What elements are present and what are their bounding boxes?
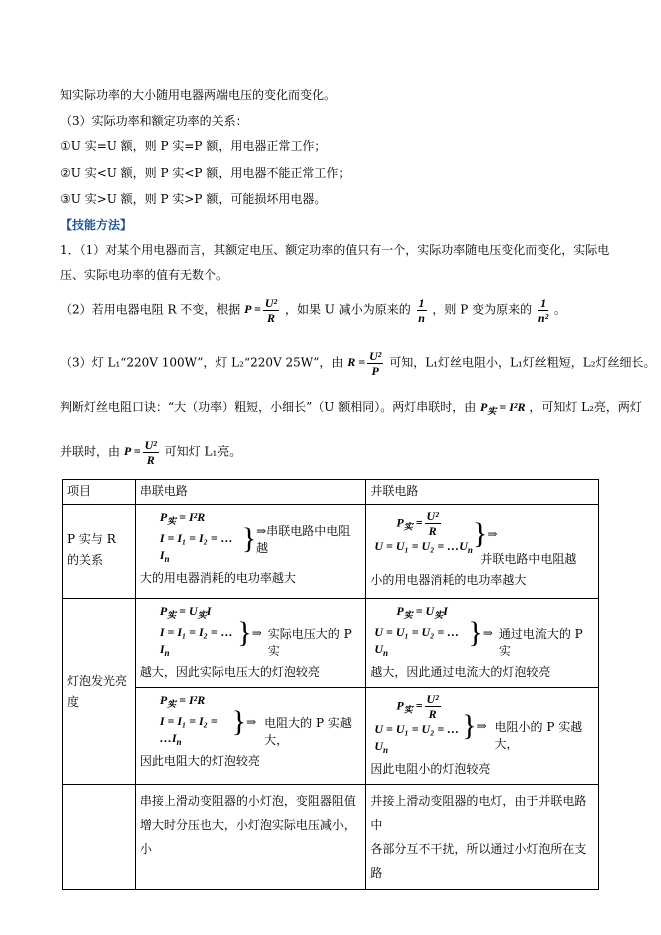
cell-parallel-power	[366, 505, 599, 599]
section-heading: 【技能方法】	[60, 218, 133, 232]
cell-parallel-resistance	[366, 688, 599, 785]
brace-icon: }	[241, 521, 257, 555]
relation-3	[60, 190, 326, 207]
relation-result: 用电器正常工作；	[230, 139, 327, 153]
series-formula-block: $P_实 = I^2R$ $I = I_1 = I_2 = \dots I_n$	[159, 693, 218, 747]
p2-text-c: ，则 P 变为原来的	[432, 302, 533, 317]
table-header-row	[63, 480, 599, 505]
cell-series-power	[135, 505, 366, 599]
cell-parallel-rheostat	[366, 785, 599, 890]
brace-icon: }	[472, 517, 488, 550]
formula-r-u2-p: R = $\frac{\text{U²}}{P}$	[347, 349, 382, 378]
cell-series-rheostat	[135, 785, 366, 890]
relation-num: ②	[60, 166, 71, 180]
header-parallel: 并联电路	[366, 480, 599, 505]
parallel-text: ⇒	[487, 527, 498, 541]
relation-result: 用电器不能正常工作；	[230, 166, 351, 180]
series-formula-block: $P_实 = U_实I$ $I = I_1 = I_2 = \dots I_n$	[159, 604, 233, 658]
relation-num: ③	[60, 192, 71, 206]
series-text: 串接上滑动变阻器的小灯泡，变阻器阻值	[139, 794, 356, 808]
series-text: 增大时分压也大，小灯泡实际电压减小，小	[139, 818, 356, 856]
parallel-formula-block: $P_实$ = $\frac{\text{U²}}{R}$ $U = U_1 = U_2 = \dots U_n$	[374, 692, 460, 755]
p5-text-b: 可知灯 L₁亮。	[164, 444, 242, 459]
parallel-text: ⇒	[476, 718, 487, 733]
parallel-text: 电阻小的 P 实越大，	[494, 719, 583, 751]
series-text: ⇒	[246, 714, 257, 729]
table-row	[63, 688, 599, 785]
series-text: 电阻大的 P 实越大，	[264, 715, 352, 747]
relation-cond: U 实<U 额，则 P 实<P 额，	[70, 166, 231, 180]
cell-series-voltage	[135, 599, 366, 688]
relation-cond: U 实>U 额，则 P 实>P 额，	[70, 192, 231, 206]
paragraph-1-line-1: 1．（1）对某个用电器而言，其额定电压、额定功率的值只有一个，实际功率随电压变化而变化，实际电	[60, 243, 610, 257]
formula-1-n: $\frac{1}{n}$	[418, 296, 425, 325]
table-row	[63, 505, 599, 599]
paragraph-5	[60, 438, 241, 467]
paragraph-3	[60, 349, 656, 378]
row-label-empty	[63, 785, 136, 890]
comparison-table	[62, 479, 599, 890]
brace-icon: }	[462, 708, 477, 742]
p2-text-a: （2）若用电器电阻 R 不变，根据	[60, 302, 241, 317]
series-text: 大的用电器消耗的电功率越大	[139, 571, 296, 585]
parallel-text: 通过电流大的 P 实	[498, 626, 583, 658]
paragraph-1-line-2: 压、实际电功率的值有无数个。	[60, 268, 229, 282]
table-row	[63, 599, 599, 688]
parallel-text: ⇒	[482, 625, 493, 640]
header-item: 项目	[63, 480, 136, 505]
p5-text-a: 并联时，由	[60, 444, 121, 459]
p4-text-a: 判断灯丝电阻口诀：“大（功率）粗短，小细长”（U 额相同）。两灯串联时，由	[60, 400, 477, 414]
parallel-text: 越大，因此通过电流大的灯泡较亮	[370, 665, 551, 679]
series-text: ⇒	[251, 625, 262, 640]
parallel-formula-block: $P_实 = U_实I$ $U = U_1 = U_2 = \dots U_n$	[374, 604, 460, 658]
relation-num: ①	[60, 139, 71, 153]
brace-icon: }	[231, 704, 247, 738]
relation-cond: U 实=U 额，则 P 实=P 额，	[70, 139, 231, 153]
relation-title: （3）实际功率和额定功率的关系：	[60, 114, 248, 128]
p4-text-b: ，可知灯 L₂亮，两灯	[529, 400, 642, 414]
formula-1-n2: $\frac{1}{\text{n²}}$	[537, 296, 549, 325]
p3-text-b: 可知，L₁灯丝电阻小，L₁灯丝粗短，L₂灯丝细长。	[389, 355, 656, 370]
formula-p-u2-r: P = $\frac{\text{U²}}{R}$	[244, 296, 278, 325]
series-text: 越大，因此实际电压大的灯泡较亮	[139, 665, 320, 679]
p2-text-d: 。	[554, 302, 567, 317]
parallel-text: 并接上滑动变阻器的电灯，由于并联电路中	[370, 794, 587, 832]
paragraph-4	[60, 398, 642, 417]
series-formula-block: $P_实 = I^2R$ $I = I_1 = I_2 = \dots I_n$	[159, 510, 233, 564]
brace-icon: }	[237, 615, 252, 649]
formula-p-u2-r-2: P = $\frac{\text{U²}}{R}$	[123, 438, 157, 467]
formula-p-i2r: $P_实 = I^2R$	[480, 400, 526, 416]
cell-parallel-current	[366, 599, 599, 688]
row-label-power-resistance: P 实与 R 的关系	[63, 505, 136, 599]
relation-2	[60, 164, 350, 181]
row-label-brightness: 灯泡发光亮度	[63, 599, 136, 785]
brace-icon: }	[468, 615, 483, 649]
intro-line: 知实际功率的大小随用电器两端电压的变化而变化。	[60, 88, 337, 102]
paragraph-2	[60, 296, 566, 325]
series-text: 实际电压大的 P 实	[267, 626, 352, 658]
relation-result: 可能损坏用电器。	[230, 192, 327, 206]
relation-1	[60, 137, 326, 154]
cell-series-resistance	[135, 688, 366, 785]
p3-text-a: （3）灯 L₁“220V 100W”，灯 L₂“220V 25W”，由	[60, 355, 344, 370]
parallel-text: 小的用电器消耗的电功率越大	[370, 573, 527, 587]
p2-text-b: ，如果 U 减小为原来的	[284, 302, 411, 317]
header-series: 串联电路	[135, 480, 366, 505]
parallel-text: 各部分互不干扰，所以通过小灯泡所在支路	[370, 842, 587, 880]
table-row	[63, 785, 599, 890]
parallel-formula-block: $P_实$ = $\frac{\text{U²}}{R}$ $U = U_1 = U_2 = \dots U_n$	[374, 509, 473, 555]
parallel-text: 因此电阻小的灯泡较亮	[370, 762, 491, 776]
series-text: 因此电阻大的灯泡较亮	[139, 754, 260, 768]
parallel-text: 并联电路中电阻越	[480, 552, 577, 566]
series-text: ⇒串联电路中电阻越	[256, 523, 351, 555]
